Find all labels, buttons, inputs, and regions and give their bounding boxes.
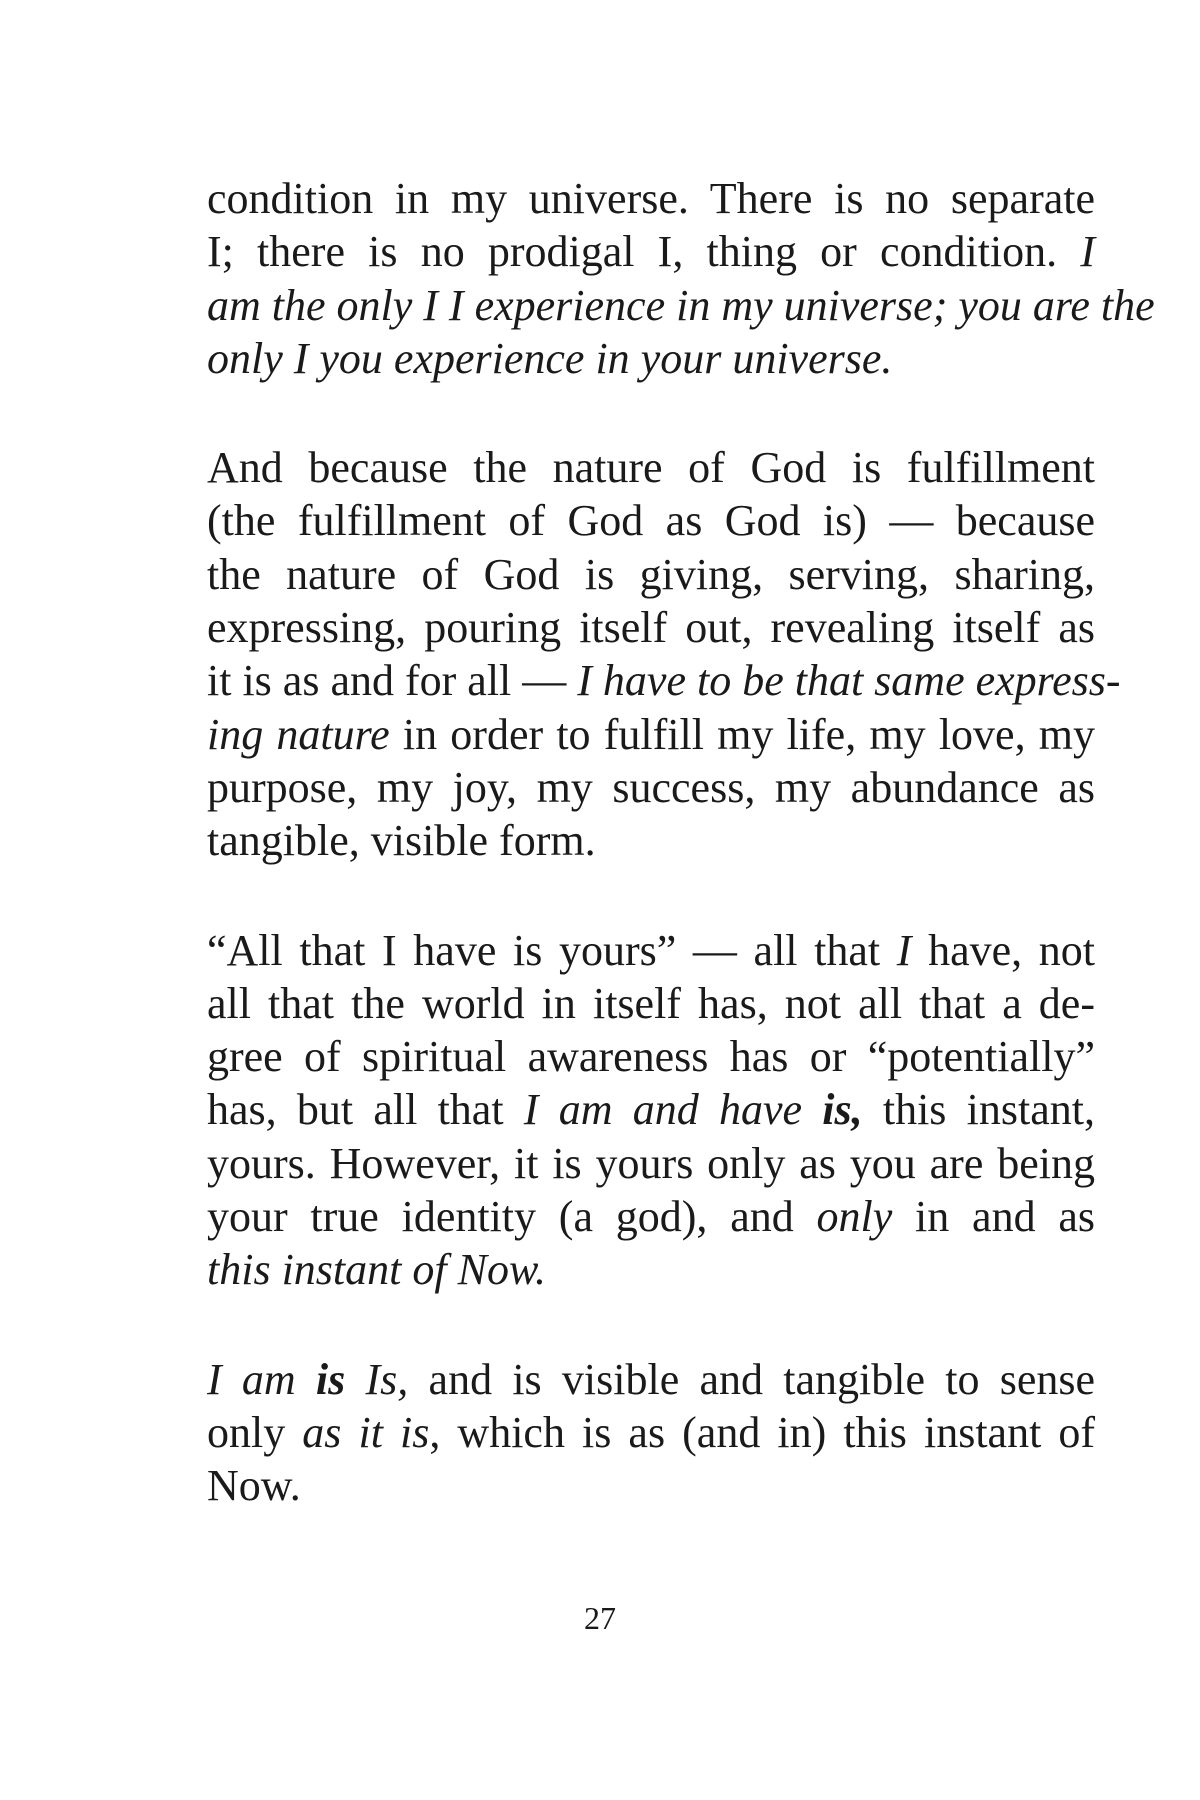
paragraph [207, 1353, 1095, 1513]
text-run: I am and have [523, 1085, 823, 1135]
text-run: all that the world in itself has, not all that a de- [207, 978, 1095, 1028]
text-line [207, 1406, 1095, 1459]
page-body [207, 172, 1155, 1569]
text-line [207, 332, 1095, 385]
text-run: I am [207, 1354, 316, 1404]
text-run: Is, [345, 1354, 409, 1404]
text-line [207, 1137, 1095, 1190]
text-run: condition in my universe. There is no separate [207, 174, 1095, 223]
text-run: only I you experience in your universe. [207, 333, 893, 383]
paragraph [207, 441, 1121, 867]
text-run: Now. [207, 1461, 301, 1511]
text-run: only [207, 1407, 303, 1457]
text-run: the nature of God is giving, serving, sharing, [207, 549, 1095, 599]
text-run: and is visible and tangible to sense [408, 1354, 1096, 1404]
text-line [207, 1243, 1095, 1296]
text-line [207, 761, 1095, 814]
text-run: I [896, 925, 912, 975]
text-run: your true identity (a god), and [207, 1192, 817, 1242]
text-run: yours. However, it is yours only as you are being [207, 1138, 1095, 1188]
text-line [207, 1083, 1095, 1136]
text-run: , which is as (and in) this instant of [429, 1407, 1096, 1457]
text-run: purpose, my joy, my success, my abundance as [207, 762, 1095, 812]
text-line [207, 654, 1121, 707]
text-line [207, 1190, 1095, 1243]
text-line [207, 601, 1095, 654]
text-run: am the only I I experience in my universe; you are the [207, 280, 1155, 330]
text-run: I have to be that same express- [577, 656, 1121, 706]
text-run: (the fulfillment of God as God is) — because [207, 496, 1095, 546]
text-line [207, 924, 1095, 977]
text-run: is [315, 1354, 346, 1404]
text-run: And because the nature of God is fulfillment [207, 443, 1095, 493]
text-run: it is as and for all — [207, 656, 578, 706]
paragraph [207, 924, 1095, 1297]
text-run: this instant, [862, 1085, 1095, 1135]
text-run: as it is [302, 1407, 430, 1457]
text-run: I; there is no prodigal I, thing or condition. [207, 227, 1081, 277]
text-run: is, [822, 1085, 863, 1135]
page-number: 27 [584, 1600, 616, 1636]
text-run: in and as [892, 1192, 1095, 1242]
text-run: have, not [911, 925, 1095, 975]
paragraph [207, 172, 1155, 385]
text-line [207, 977, 1095, 1030]
text-run: gree of spiritual awareness has or “potentially” [207, 1032, 1095, 1082]
text-run: I [1080, 227, 1095, 277]
text-line [207, 172, 1095, 225]
text-run: ing nature [207, 709, 390, 759]
text-run: has, but all that [207, 1085, 524, 1135]
text-line [207, 708, 1095, 761]
text-run: tangible, visible form. [207, 816, 596, 866]
text-line [207, 1353, 1095, 1406]
text-line [207, 225, 1095, 278]
text-run: only [816, 1192, 893, 1242]
text-run: in order to fulfill my life, my love, my [389, 709, 1096, 759]
text-line [207, 548, 1095, 601]
text-run: expressing, pouring itself out, revealing itself as [207, 603, 1095, 653]
text-line [207, 1030, 1095, 1083]
text-line [207, 441, 1095, 494]
text-run: this instant of Now. [207, 1245, 547, 1295]
text-line [207, 814, 1095, 867]
text-run: “All that I have is yours” — all that [207, 925, 897, 975]
text-line [207, 1459, 1095, 1512]
text-line [207, 279, 1155, 332]
text-line [207, 494, 1095, 547]
